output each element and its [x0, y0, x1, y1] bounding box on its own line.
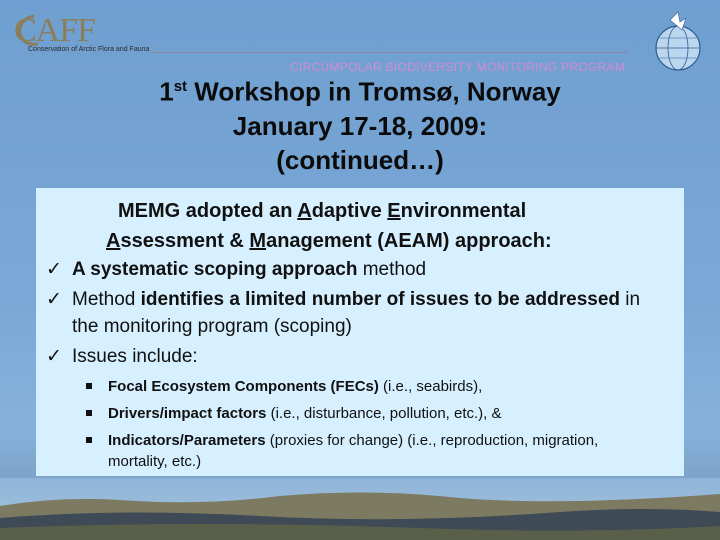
checkmark-icon: ✓ [46, 346, 62, 367]
square-bullet-icon [86, 437, 92, 443]
check-item-text: in the monitoring program (scoping) [72, 289, 641, 337]
logo-text: CAFF [14, 12, 96, 49]
square-bullet-icon [86, 410, 92, 416]
issue-term: Indicators/Parameters [108, 432, 266, 449]
lead-underlined-letter: E [387, 200, 401, 222]
lead-statement [70, 196, 670, 256]
issue-term: Drivers/impact factors [108, 405, 267, 422]
checkmark-icon: ✓ [46, 259, 62, 280]
issue-description: (proxies for change) (i.e., reproduction, migration, mortality, etc.) [108, 432, 599, 470]
title-line-2: January 17-18, 2009: [232, 110, 488, 141]
lead-text: nvironmental [400, 200, 527, 222]
check-item-text: Method [72, 289, 141, 310]
check-item-text: method [357, 259, 427, 280]
issue-term: Focal Ecosystem Components (FECs) [108, 378, 379, 395]
issue-description: (i.e., disturbance, pollution, etc.), & [266, 405, 502, 422]
issue-list [86, 376, 646, 478]
check-item-text: identifies a limited number of issues to be addressed [140, 289, 620, 310]
lead-line-1 [70, 196, 670, 226]
issue-item [86, 430, 646, 472]
lead-text: anagement (AEAM) approach: [266, 230, 552, 252]
check-item-text: A systematic scoping approach [72, 259, 358, 280]
check-item [46, 286, 666, 340]
lead-underlined-letter: M [249, 230, 267, 252]
lead-text: MEMG adopted an [118, 200, 298, 222]
title-ordinal: 1 [159, 76, 174, 107]
title-line-1 [60, 70, 660, 109]
lead-text: ssessment & [120, 230, 250, 252]
checkmark-icon: ✓ [46, 289, 62, 310]
lead-text: daptive [311, 200, 388, 222]
check-item [46, 343, 666, 370]
check-item-text: Issues include: [72, 346, 198, 367]
header-rule [150, 52, 628, 53]
title-line-3: (continued…) [276, 144, 444, 175]
arctic-globe-logo-icon [648, 6, 708, 76]
issue-item [86, 403, 646, 424]
square-bullet-icon [86, 383, 92, 389]
issue-item [86, 376, 646, 397]
check-item [46, 256, 666, 283]
lead-underlined-letter: A [297, 200, 312, 222]
tundra-landscape-photo [0, 478, 720, 540]
slide-title [60, 70, 660, 177]
issue-description: (i.e., seabirds), [378, 378, 483, 395]
checkmark-list [46, 256, 666, 373]
title-line-1-rest: Workshop in Tromsø, Norway [187, 76, 561, 107]
lead-line-2 [70, 226, 670, 256]
logo-subtitle: Conservation of Arctic Flora and Fauna [28, 46, 150, 53]
program-name: CIRCUMPOLAR BIODIVERSITY MONITORING PROGRAM [290, 60, 626, 74]
title-ordinal-suffix: st [173, 78, 188, 95]
lead-underlined-letter: A [106, 230, 121, 252]
